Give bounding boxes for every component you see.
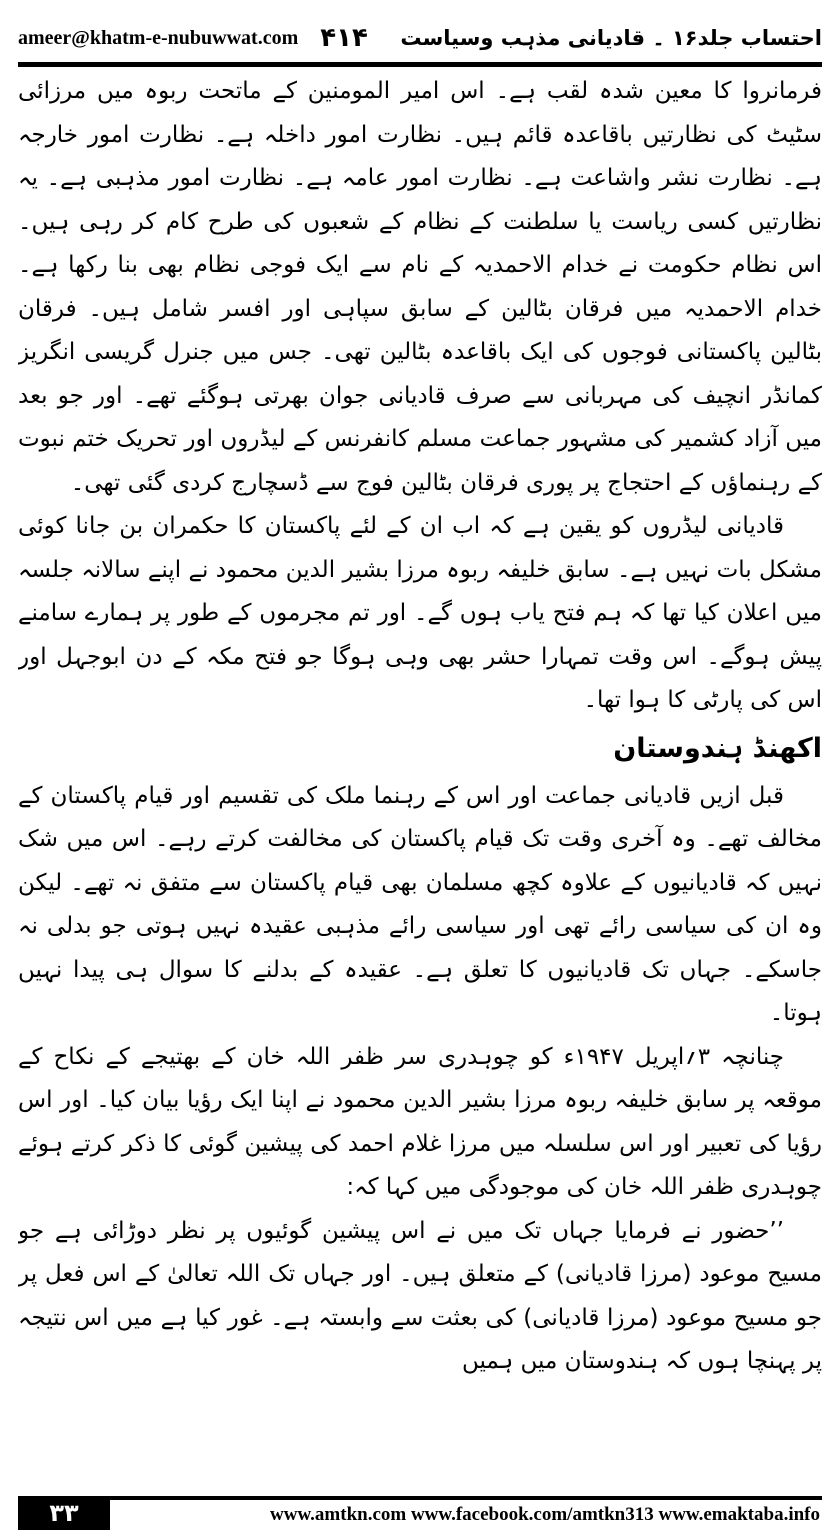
page-footer xyxy=(18,1496,822,1530)
section-heading: اکھنڈ ہندوستان xyxy=(613,732,822,764)
footer-page-badge: ۳۳ xyxy=(18,1496,110,1530)
paragraph-3: قبل ازیں قادیانی جماعت اور اس کے رہنما ملک کی تقسیم اور قیام پاکستان کے مخالف تھے۔ وہ آخری وقت تک قیام پاکستان کی مخالفت کرتے رہے۔ اس میں شک نہیں کہ قادیانیوں کے علاوہ کچھ مسلمان بھی قیام پاکستان سے متفق نہ تھے۔ لیکن وہ ان کی سیاسی رائے تھی اور سیاسی رائے مذہبی عقیدہ نہیں ہوتی جو بدلی نہ جاسکے۔ جہاں تک قادیانیوں کا تعلق ہے۔ عقیدہ کے بدلنے کا سوال ہی پیدا نہیں ہوتا۔ xyxy=(18,782,822,1026)
paragraph-5-quote: ’’حضور نے فرمایا جہاں تک میں نے اس پیشین گوئیوں پر نظر دوڑائی ہے جو مسیح موعود (مرزا قادیانی) کے متعلق ہیں۔ اور جہاں تک اللہ تعالیٰ کے اس فعل پر جو مسیح موعود (مرزا قادیانی) کی بعثت سے وابستہ ہے۔ غور کیا ہے میں اس نتیجہ پر پہنچا ہوں کہ ہندوستان میں ہمیں xyxy=(18,1217,822,1374)
header-email: ameer@khatm-e-nubuwwat.com xyxy=(18,26,299,49)
footer-urls: www.amtkn.com www.facebook.com/amtkn313 www.emaktaba.info xyxy=(270,1504,820,1525)
page-content xyxy=(18,70,822,1456)
page-header xyxy=(18,18,822,58)
footer-main xyxy=(110,1496,822,1530)
paragraph-4: چنانچہ ۳؍اپریل ۱۹۴۷ء کو چوہدری سر ظفر اللہ خان کے بھتیجے کے نکاح کے موقعہ پر سابق خلیفہ ربوہ مرزا بشیر الدین محمود نے اپنا ایک رؤیا بیان کیا۔ اور اس رؤیا کی تعبیر اور اس سلسلہ میں مرزا غلام احمد کی پیشین گوئی کا ذکر کرتے ہوئے چوہدری ظفر اللہ خان کی موجودگی میں کہا کہ: xyxy=(18,1043,822,1200)
header-divider xyxy=(18,62,822,67)
page-number: ۴۱۴ xyxy=(320,23,368,53)
header-left xyxy=(18,23,368,53)
book-title: احتساب جلد۱۶ ۔ قادیانی مذہب وسیاست xyxy=(400,26,822,50)
paragraph-2: قادیانی لیڈروں کو یقین ہے کہ اب ان کے لئے پاکستان کا حکمران بن جانا کوئی مشکل بات نہیں ہے۔ سابق خلیفہ ربوہ مرزا بشیر الدین محمود نے اپنے سالانہ جلسہ میں اعلان کیا تھا کہ ہم فتح یاب ہوں گے۔ اور تم مجرموں کے طور پر ہمارے سامنے پیش ہوگے۔ اس وقت تمہارا حشر بھی وہی ہوگا جو فتح مکہ کے دن ابوجہل اور اس کی پارٹی کا ہوا تھا۔ xyxy=(18,513,822,713)
paragraph-1: فرمانروا کا معین شدہ لقب ہے۔ اس امیر المومنین کے ماتحت ربوہ میں مرزائی سٹیٹ کی نظارتیں باقاعدہ قائم ہیں۔ نظارت امور داخلہ ہے۔ نظارت امور خارجہ ہے۔ نظارت نشر واشاعت ہے۔ نظارت امور عامہ ہے۔ نظارت امور مذہبی ہے۔ یہ نظارتیں کسی ریاست یا سلطنت کے نظام کے شعبوں کی طرح کام کر رہی ہیں۔ اس نظام حکومت نے خدام الاحمدیہ کے نام سے ایک فوجی نظام بھی بنا رکھا ہے۔ خدام الاحمدیہ میں فرقان بٹالین کے سابق سپاہی اور افسر شامل ہیں۔ فرقان بٹالین پاکستانی فوجوں کی ایک باقاعدہ بٹالین تھی۔ جس میں جنرل گریسی انگریز کمانڈر انچیف کی مہربانی سے صرف قادیانی جوان بھرتی ہوگئے تھے۔ اور جو بعد میں آزاد کشمیر کی مشہور جماعت مسلم کانفرنس کے لیڈروں اور تحریک ختم نبوت کے رہنماؤں کے احتجاج پر پوری فرقان بٹالین فوج سے ڈسچارج کردی گئی تھی۔ xyxy=(18,78,822,496)
